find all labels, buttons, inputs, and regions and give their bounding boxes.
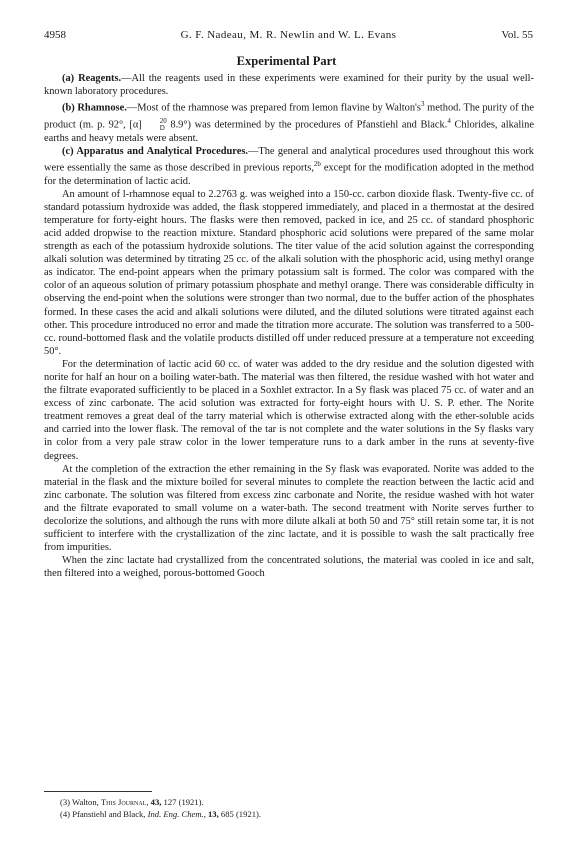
footnote-journal: This Journal,	[100, 797, 149, 807]
paragraph-procedure: An amount of l-rhamnose equal to 2.2763 g. was weighed into a 150-cc. carbon dioxide flask. Twenty-five cc. of standard potassium hydroxide was added, the flask stoppered immediately, and placed in a thermostat at the desired temperature for forty-eight hours. The flasks were then removed, packed in ice, and 25 cc. of standard phosphoric acid added dropwise to the reaction mixture. Standard phosphoric acid solutions were prepared of the same molar strength as each of the potassium hydroxide solutions. The titer value of the acid solution against the corresponding alkali solution was determined by titrating 25 cc. of the alkali solution with the phosphoric acid, using methyl orange as indicator. The end-point appears when the primary potassium salt is formed. The color was compared with the color of an aqueous solution of primary potassium phosphate and methyl orange. There was considerable difficulty in observing the end-point when the solutions were stronger than two normal, due to the buffer action of the phosphates formed. In these cases the acid and alkali solutions were diluted, and the diluted solutions were titrated against each other. This procedure introduced no error and made the titration more accurate. The solution was transferred to a 500-cc. round-bottomed flask and the volatile products distilled off under reduced pressure at a temperature not exceeding 50°.	[44, 188, 534, 357]
body-text	[44, 72, 534, 580]
footnote-divider	[44, 791, 152, 792]
run-in-heading: (c) Apparatus and Analytical Procedures.	[62, 145, 248, 157]
running-head-authors: G. F. Nadeau, M. R. Newlin and W. L. Evans	[180, 29, 397, 41]
footnote-ref: 3	[420, 100, 425, 109]
footnote-marker: (3)	[60, 797, 71, 807]
page-number: 4958	[44, 29, 66, 41]
footnote-3	[44, 797, 534, 809]
paragraph-text: Chlorides, alkaline earths and heavy metals were absent.	[44, 119, 534, 144]
rotation-temperature: 20	[159, 116, 167, 125]
run-in-heading: (a) Reagents.	[62, 73, 122, 84]
footnote-citation: 685 (1921).	[218, 808, 261, 819]
paragraph-text: —The general and analytical procedures used throughout this work were essentially the same as those described in previous reports,	[44, 145, 534, 174]
paragraph-text: 8.9°) was determined by the procedures of Pfanstiehl and Black.	[166, 119, 448, 131]
footnote-volume: 13,	[205, 808, 219, 819]
footnotes	[44, 797, 534, 820]
paragraph-zinc-lactate: When the zinc lactate had crystallized from the concentrated solutions, the material was cooled in ice and salt, then filtered into a weighed, porous-bottomed Gooch	[44, 555, 534, 580]
footnote-journal: Ind. Eng. Chem.,	[147, 808, 206, 819]
paragraph-extraction: At the completion of the extraction the ether remaining in the Sy flask was evaporated. Norite was added to the material in the flask and the mixture boiled for several minutes to complete the reaction between the lactic acid and zinc carbonate. The solution was filtered from excess zinc carbonate and Norite, the residue washed with hot water and the filtrate evaporated to small volume on a water-bath. The second treatment with Norite serves further to decolorize the solutions, and although the runs with more dilute alkali at both 50 and 75° still retain some tar, it is not sufficient to interfere with the crystallization of the zinc lactate, and it is possible to wash the salt practically free from impurities.	[44, 463, 534, 554]
paragraph-rhamnose	[44, 98, 534, 145]
paragraph-reagents	[44, 72, 534, 98]
footnote-4	[44, 809, 534, 821]
paragraph-text: —All the reagents used in these experiments were examined for their purity by the usual well-known laboratory procedures.	[44, 73, 535, 98]
running-head	[44, 28, 533, 42]
footnote-volume: 43,	[148, 797, 162, 807]
footnote-author: Walton,	[72, 797, 101, 807]
paragraph-text: method. The purity of the product (m. p. 92°, [α]	[44, 102, 534, 131]
rotation-notation	[142, 118, 167, 132]
volume-label: Vol. 55	[501, 29, 533, 41]
footnote-marker: (4)	[60, 808, 71, 819]
footnote-ref: 2b	[313, 160, 321, 169]
footnote-citation: 127 (1921).	[161, 797, 204, 807]
paragraph-text: except for the modification adopted in the method for the determination of lactic acid.	[44, 162, 534, 187]
section-title: Experimental Part	[236, 54, 337, 68]
footnote-ref: 4	[447, 116, 451, 125]
paragraph-text: —Most of the rhamnose was prepared from lemon flavine by Walton's	[126, 102, 421, 114]
rotation-line: D	[159, 123, 165, 132]
paragraph-lactic-acid: For the determination of lactic acid 60 cc. of water was added to the dry residue and the solution digested with norite for half an hour on a boiling water-bath. The material was then filtered, the residue washed with hot water and the filtrate evaporated sufficiently to be placed in a Soxhlet extractor. In a Sy flask was placed 75 cc. of water and an excess of zinc carbonate. The acid solution was extracted for forty-eight hours with U. S. P. ether. The Norite treatment removes a great deal of the tarry material which is otherwise extracted along with the ether-soluble acids and carried into the lower flask. The removal of the tar is not complete and the water solutions in the Sy flasks vary in color from a very pale straw color in the lower temperature runs to a dark amber in the runs at seventy-five degrees.	[44, 358, 534, 462]
paragraph-apparatus	[44, 145, 534, 188]
run-in-heading: (b) Rhamnose.	[62, 102, 127, 114]
footnote-author: Pfanstiehl and Black,	[72, 808, 148, 819]
